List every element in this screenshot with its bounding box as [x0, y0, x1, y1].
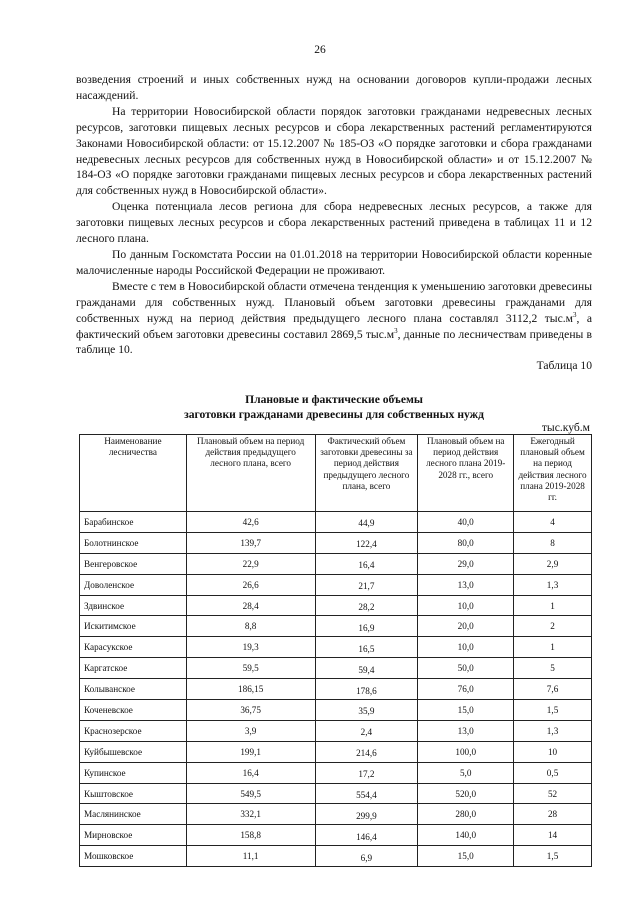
cell-actual-previous: 6,9	[315, 846, 418, 867]
caption-line-1: Плановые и фактические объемы	[245, 393, 423, 406]
paragraph-5-part-2: , а фактический объем заготовки древесины составил 2869,5 тыс.м	[76, 311, 592, 341]
page-number: 26	[314, 44, 326, 56]
superscript-3: 3	[572, 310, 577, 319]
paragraph-3: Оценка потенциала лесов региона для сбора недревесных лесных ресурсов, а также для заготовки пищевых лесных ресурсов и сбора лекарственных растений приведена в таблицах 11 и 12 лесного плана.	[76, 200, 592, 246]
cell-annual-planned: 4	[514, 512, 592, 533]
cell-actual-previous: 21,7	[315, 574, 418, 595]
table-row	[80, 637, 592, 658]
cell-planned-2019-2028: 5,0	[418, 762, 514, 783]
cell-actual-previous: 214,6	[315, 741, 418, 762]
cell-annual-planned: 14	[514, 825, 592, 846]
cell-forestry: Искитимское	[80, 616, 187, 637]
cell-planned-2019-2028: 76,0	[418, 679, 514, 700]
cell-actual-previous: 178,6	[315, 679, 418, 700]
cell-actual-previous: 16,9	[315, 616, 418, 637]
cell-annual-planned: 7,6	[514, 679, 592, 700]
cell-annual-planned: 2,9	[514, 553, 592, 574]
cell-planned-2019-2028: 10,0	[418, 637, 514, 658]
table-row	[80, 804, 592, 825]
cell-planned-2019-2028: 140,0	[418, 825, 514, 846]
data-table	[79, 434, 592, 867]
table-row	[80, 762, 592, 783]
table-row	[80, 846, 592, 867]
table-row	[80, 679, 592, 700]
header-planned-previous: Плановый объем на период действия предыдущего лесного плана, всего	[186, 435, 315, 512]
cell-planned-2019-2028: 80,0	[418, 532, 514, 553]
cell-forestry: Кыштовское	[80, 783, 187, 804]
header-forestry: Наименование лесничества	[80, 435, 187, 512]
cell-planned-2019-2028: 280,0	[418, 804, 514, 825]
cell-planned-2019-2028: 40,0	[418, 512, 514, 533]
header-planned-2019-2028: Плановый объем на период действия лесного плана 2019-2028 гг., всего	[418, 435, 514, 512]
cell-annual-planned: 8	[514, 532, 592, 553]
cell-forestry: Болотнинское	[80, 532, 187, 553]
cell-forestry: Куйбышевское	[80, 741, 187, 762]
cell-actual-previous: 554,4	[315, 783, 418, 804]
table-body	[80, 512, 592, 867]
cell-planned-previous: 549,5	[186, 783, 315, 804]
cell-forestry: Каргатское	[80, 658, 187, 679]
cell-forestry: Колыванское	[80, 679, 187, 700]
table-row	[80, 616, 592, 637]
table-label: Таблица 10	[536, 359, 592, 372]
cell-annual-planned: 1,3	[514, 720, 592, 741]
cell-forestry: Мирновское	[80, 825, 187, 846]
cell-actual-previous: 28,2	[315, 595, 418, 616]
cell-planned-previous: 36,75	[186, 700, 315, 721]
table-caption	[76, 392, 592, 422]
cell-annual-planned: 1,5	[514, 846, 592, 867]
table-row	[80, 658, 592, 679]
table-row	[80, 553, 592, 574]
cell-actual-previous: 16,5	[315, 637, 418, 658]
table-row	[80, 825, 592, 846]
table-header-row	[80, 435, 592, 512]
paragraph-1: возведения строений и иных собственных нужд на основании договоров купли-продажи лесных насаждений.	[76, 73, 592, 102]
units-label: тыс.куб.м	[541, 421, 590, 434]
cell-annual-planned: 0,5	[514, 762, 592, 783]
cell-annual-planned: 1	[514, 595, 592, 616]
cell-forestry: Здвинское	[80, 595, 187, 616]
paragraph-2: На территории Новосибирской области порядок заготовки гражданами недревесных лесных ресурсов, заготовки пищевых лесных ресурсов и сбора лекарственных растений регламентируются Законами Новосибирской области: от 15.12.2007 № 185-ОЗ «О порядке заготовки и сбора гражданами недревесных лесных ресурсов для собственных нужд в Новосибирской области» и от 15.12.2007 № 184-ОЗ «О порядке заготовки гражданами пищевых лесных ресурсов и сбора лекарственных растений для собственных нужд в Новосибирской области».	[76, 104, 592, 198]
cell-actual-previous: 17,2	[315, 762, 418, 783]
superscript-3: 3	[394, 326, 398, 335]
cell-planned-2019-2028: 50,0	[418, 658, 514, 679]
paragraph-5-part-1: Вместе с тем в Новосибирской области отмечена тенденция к уменьшению заготовки древесины гражданами для собственных нужд. Плановый объем заготовки древесины гражданами для собственных нужд на период действия предыдущего лесного плана составлял 3112,2 тыс.м	[76, 279, 592, 325]
cell-actual-previous: 299,9	[315, 804, 418, 825]
cell-actual-previous: 146,4	[315, 825, 418, 846]
cell-planned-previous: 199,1	[186, 741, 315, 762]
body-text	[76, 72, 592, 358]
cell-planned-previous: 26,6	[186, 574, 315, 595]
cell-planned-2019-2028: 15,0	[418, 700, 514, 721]
cell-planned-previous: 332,1	[186, 804, 315, 825]
table-row	[80, 783, 592, 804]
cell-planned-previous: 19,3	[186, 637, 315, 658]
cell-annual-planned: 1,5	[514, 700, 592, 721]
header-actual-previous: Фактический объем заготовки древесины за период действия предыдущего лесного плана, всего	[315, 435, 418, 512]
cell-actual-previous: 2,4	[315, 720, 418, 741]
cell-planned-previous: 28,4	[186, 595, 315, 616]
cell-planned-2019-2028: 15,0	[418, 846, 514, 867]
cell-annual-planned: 10	[514, 741, 592, 762]
cell-planned-previous: 59,5	[186, 658, 315, 679]
paragraph-5	[76, 279, 592, 359]
table-row	[80, 595, 592, 616]
cell-actual-previous: 35,9	[315, 700, 418, 721]
cell-annual-planned: 1,3	[514, 574, 592, 595]
cell-planned-2019-2028: 20,0	[418, 616, 514, 637]
cell-planned-2019-2028: 13,0	[418, 720, 514, 741]
cell-planned-previous: 11,1	[186, 846, 315, 867]
table-row	[80, 741, 592, 762]
cell-planned-previous: 8,8	[186, 616, 315, 637]
cell-forestry: Барабинское	[80, 512, 187, 533]
cell-planned-2019-2028: 520,0	[418, 783, 514, 804]
cell-forestry: Доволенское	[80, 574, 187, 595]
caption-line-2: заготовки гражданами древесины для собственных нужд	[184, 408, 484, 421]
cell-planned-2019-2028: 100,0	[418, 741, 514, 762]
table-row	[80, 700, 592, 721]
cell-planned-previous: 22,9	[186, 553, 315, 574]
cell-planned-previous: 186,15	[186, 679, 315, 700]
cell-annual-planned: 1	[514, 637, 592, 658]
cell-annual-planned: 5	[514, 658, 592, 679]
paragraph-5-part-3: , данные по лесничествам приведены в таблице 10.	[76, 327, 592, 357]
cell-actual-previous: 44,9	[315, 512, 418, 533]
table-row	[80, 720, 592, 741]
cell-forestry: Карасукское	[80, 637, 187, 658]
cell-forestry: Краснозерское	[80, 720, 187, 741]
cell-actual-previous: 16,4	[315, 553, 418, 574]
cell-forestry: Маслянинское	[80, 804, 187, 825]
table-row	[80, 512, 592, 533]
cell-annual-planned: 52	[514, 783, 592, 804]
cell-planned-previous: 158,8	[186, 825, 315, 846]
cell-planned-previous: 3,9	[186, 720, 315, 741]
cell-actual-previous: 122,4	[315, 532, 418, 553]
cell-planned-previous: 16,4	[186, 762, 315, 783]
cell-planned-previous: 42,6	[186, 512, 315, 533]
cell-actual-previous: 59,4	[315, 658, 418, 679]
cell-planned-previous: 139,7	[186, 532, 315, 553]
cell-forestry: Мошковское	[80, 846, 187, 867]
table-row	[80, 574, 592, 595]
cell-planned-2019-2028: 10,0	[418, 595, 514, 616]
cell-forestry: Венгеровское	[80, 553, 187, 574]
cell-annual-planned: 2	[514, 616, 592, 637]
cell-planned-2019-2028: 13,0	[418, 574, 514, 595]
cell-annual-planned: 28	[514, 804, 592, 825]
cell-forestry: Купинское	[80, 762, 187, 783]
paragraph-4: По данным Госкомстата России на 01.01.2018 на территории Новосибирской области коренные малочисленные народы Российской Федерации не проживают.	[76, 247, 592, 277]
cell-forestry: Коченевское	[80, 700, 187, 721]
header-annual-planned: Ежегодный плановый объем на период действия лесного плана 2019-2028 гг.	[514, 435, 592, 512]
table-row	[80, 532, 592, 553]
cell-planned-2019-2028: 29,0	[418, 553, 514, 574]
